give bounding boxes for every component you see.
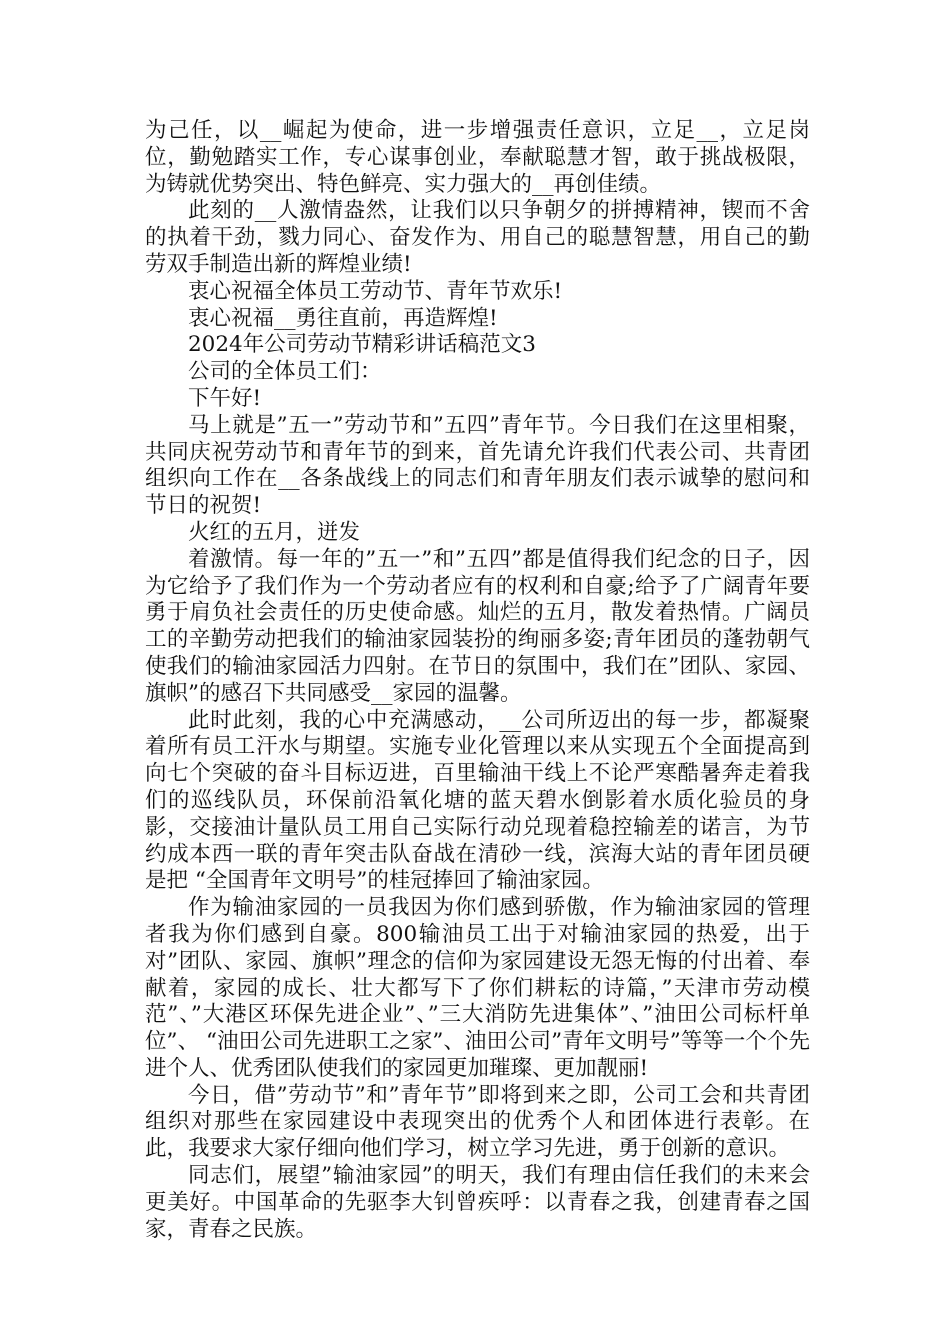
section-title: 2024年公司劳动节精彩讲话稿范文3 [188,332,536,358]
paragraph-9: 火红的五月，迸发 [188,519,361,545]
paragraph-2: 此刻的__人激情盎然，让我们以只争朝夕的拼搏精神，锲而不舍的执着干劲，戮力同心、奋发作为、用自己的聪慧智慧，用自己的勤劳双手制造出新的辉煌业绩! [145,198,810,277]
paragraph-8: 马上就是”五一”劳动节和”五四”青年节。今日我们在这里相聚，共同庆祝劳动节和青年节的到来，首先请允许我们代表公司、共青团组织向工作在__各条战线上的同志们和青年朋友们表示诚挚的慰问和节日的祝贺! [145,412,810,519]
paragraph-12: 作为输油家园的一员我因为你们感到骄傲，作为输油家园的管理者我为你们感到自豪。800输油员工出于对输油家园的热爱，出于对”团队、家园、旗帜”理念的信仰为家园建设无怨无悔的付出着、奉献着，家园的成长、壮大都写下了你们耕耘的诗篇，”天津市劳动模范”、”大港区环保先进企业”、”三大消防先进集体”、”油田公司标杆单位”、 “油田公司先进职工之家”、油田公司”青年文明号”等等一个个先进个人、优秀团队使我们的家园更加璀璨、更加靓丽! [145,895,810,1081]
paragraph-3: 衷心祝福全体员工劳动节、青年节欢乐! [188,278,563,304]
document-body [145,118,810,1243]
paragraph-4: 衷心祝福__勇往直前，再造辉煌! [188,305,498,331]
paragraph-1: 为己任，以__崛起为使命，进一步增强责任意识，立足__，立足岗位，勤勉踏实工作，专心谋事创业，奉献聪慧才智，敢于挑战极限，为铸就优势突出、特色鲜亮、实力强大的__再创佳绩。 [145,118,810,197]
paragraph-14: 同志们，展望”输油家园”的明天，我们有理由信任我们的未来会更美好。中国革命的先驱李大钊曾疾呼：以青春之我，创建青春之国家，青春之民族。 [145,1163,810,1242]
paragraph-13: 今日，借”劳动节”和”青年节”即将到来之即，公司工会和共青团组织对那些在家园建设中表现突出的优秀个人和团体进行表彰。在此，我要求大家仔细向他们学习，树立学习先进，勇于创新的意识。 [145,1082,810,1162]
greeting: 下午好! [188,385,262,411]
paragraph-10: 着激情。每一年的”五一”和”五四”都是值得我们纪念的日子，因为它给予了我们作为一个劳动者应有的权利和自豪;给予了广阔青年要勇于肩负社会责任的历史使命感。灿烂的五月，散发着热情。广阔员工的辛勤劳动把我们的输油家园装扮的绚丽多姿;青年团员的蓬勃朝气使我们的输油家园活力四射。在节日的氛围中，我们在”团队、家园、旗帜”的感召下共同感受__家园的温馨。 [145,546,810,706]
salutation: 公司的全体员工们： [188,359,382,385]
paragraph-11: 此时此刻，我的心中充满感动，__公司所迈出的每一步，都凝聚着所有员工汗水与期望。实施专业化管理以来从实现五个全面提高到向七个突破的奋斗目标迈进，百里输油干线上不论严寒酷暑奔走着我们的巡线队员，环保前沿氧化塘的蓝天碧水倒影着水质化验员的身影，交接油计量队员工用自己实际行动兑现着稳控输差的诺言，为节约成本西一联的青年突击队奋战在清砂一线，滨海大站的青年团员硬是把 “全国青年文明号”的桂冠捧回了输油家园。 [145,707,810,894]
